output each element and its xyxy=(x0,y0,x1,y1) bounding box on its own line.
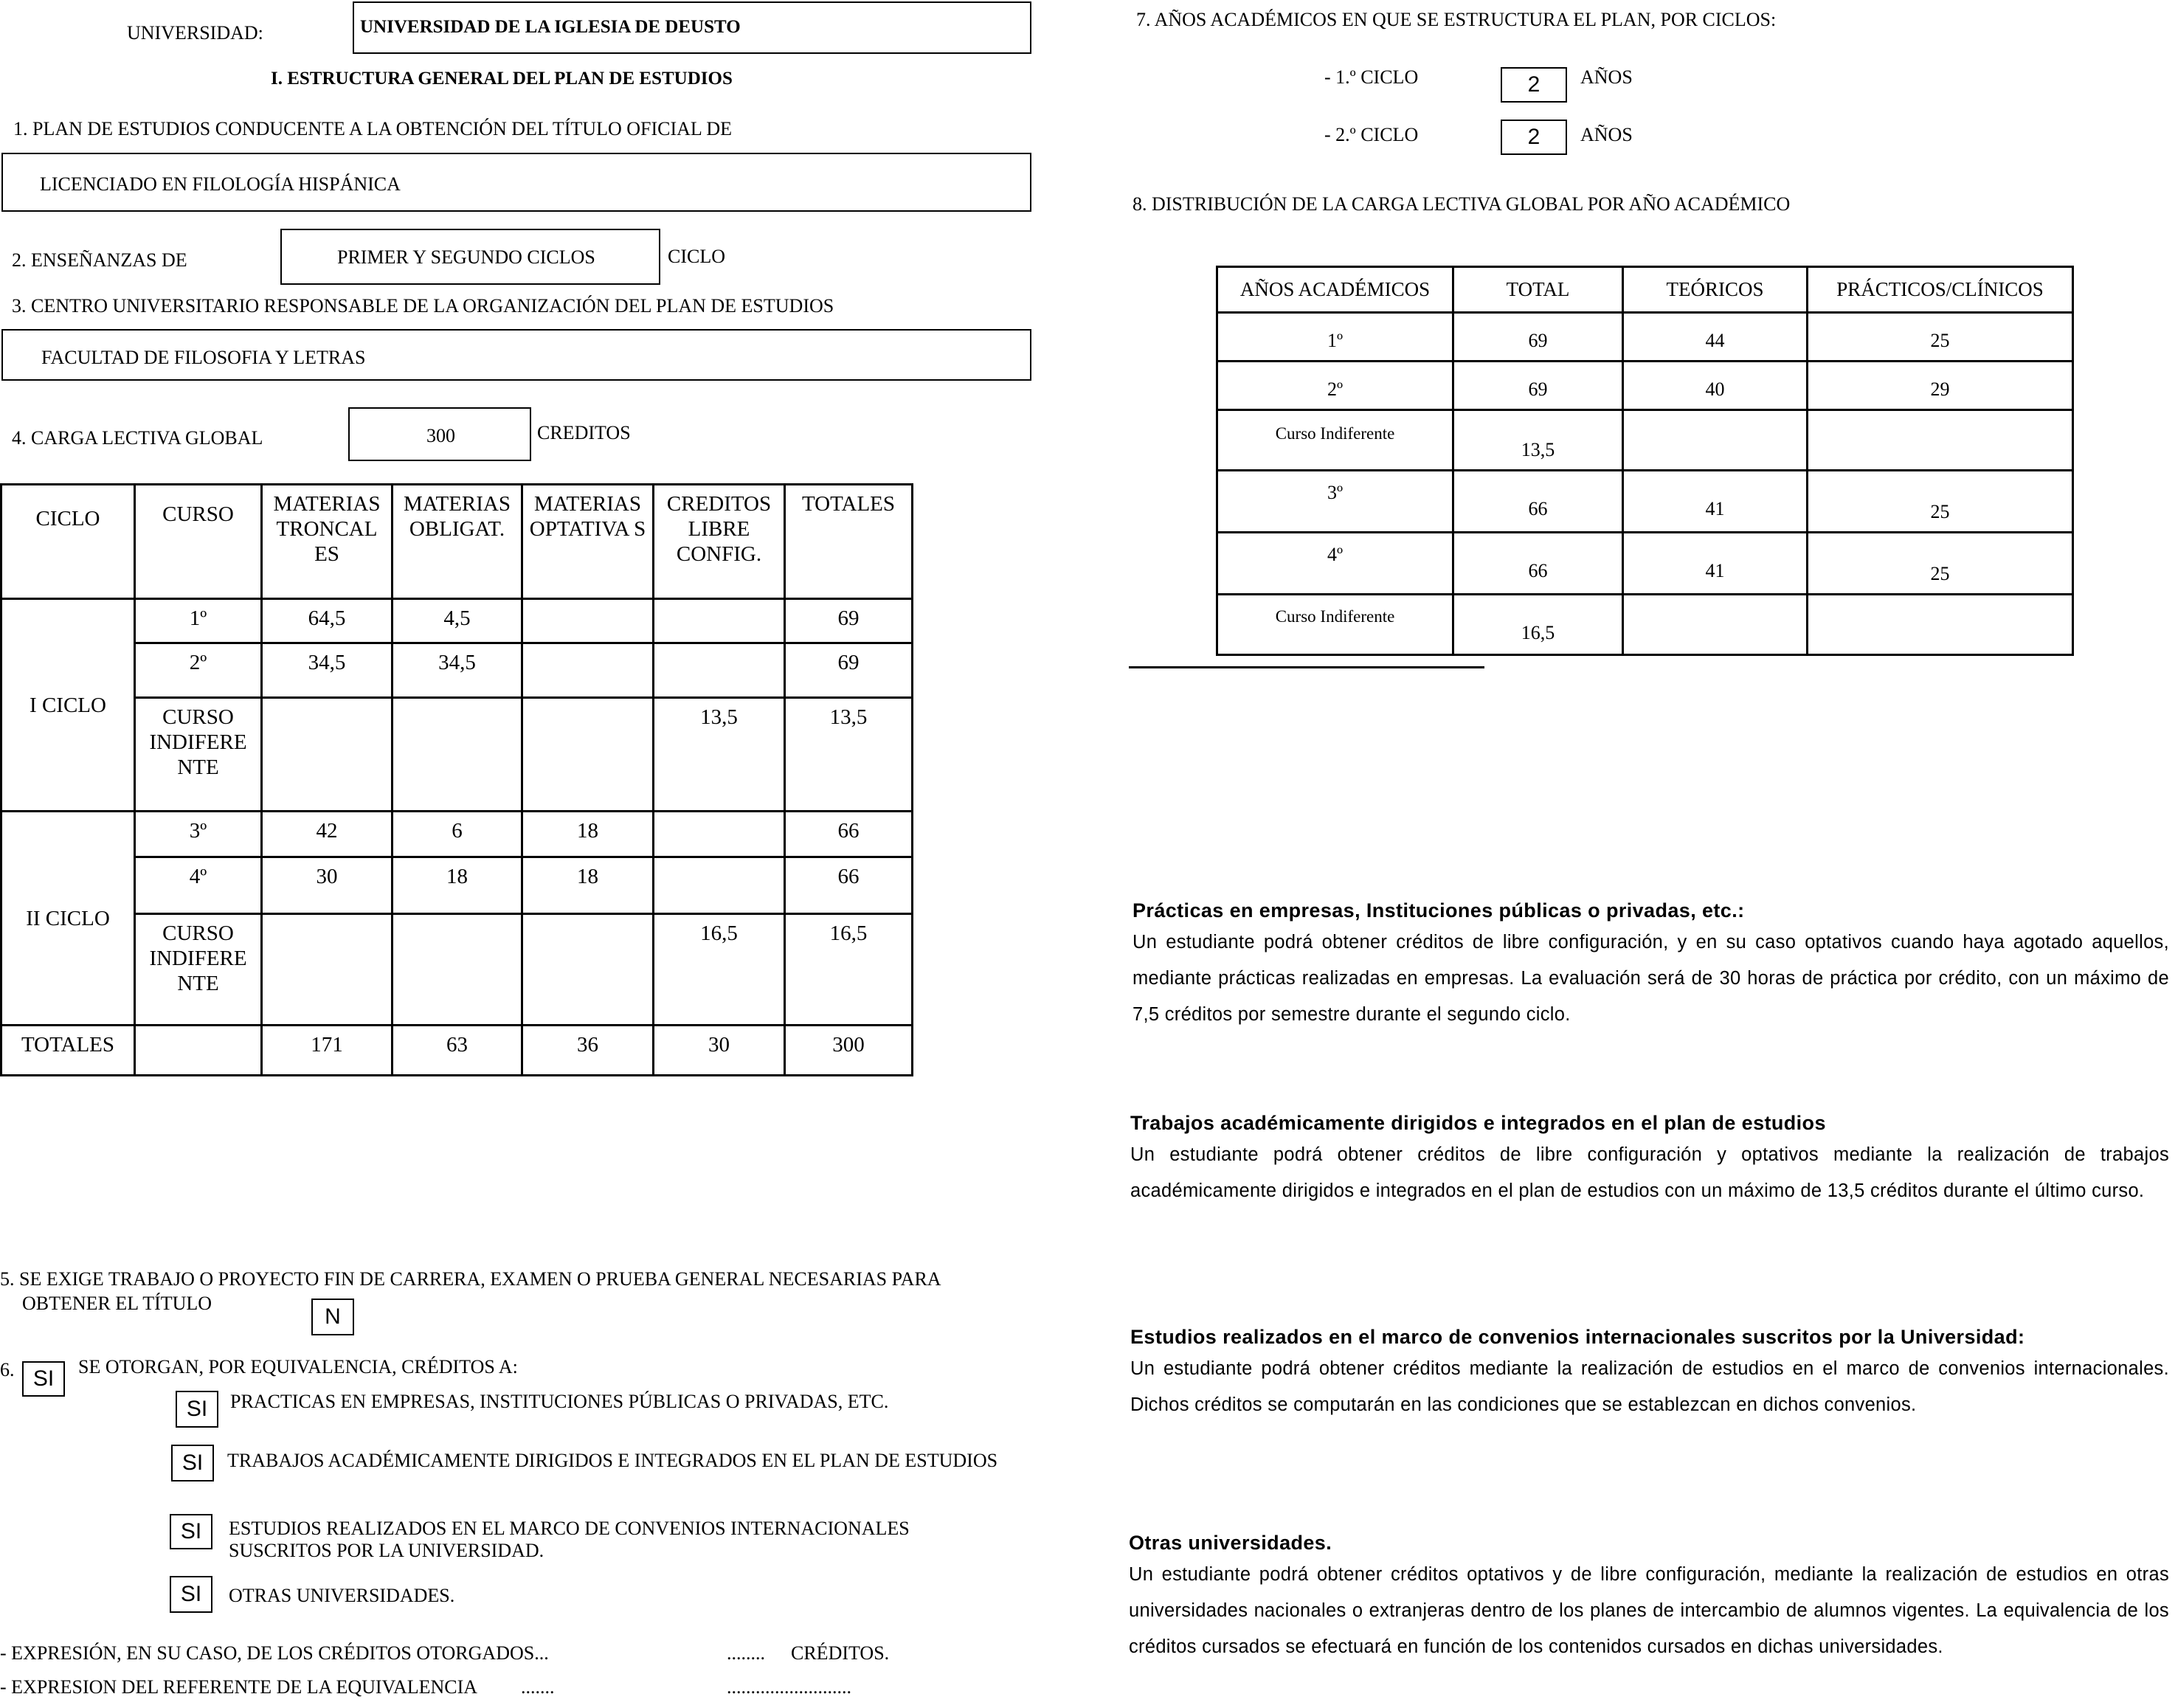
table-cell: 25 xyxy=(1808,533,2073,595)
note-title: Otras universidades. xyxy=(1129,1532,1332,1554)
table-cell: 40 xyxy=(1623,362,1808,410)
table-cell xyxy=(654,857,785,914)
table-cell xyxy=(393,914,522,1026)
table-cell: 63 xyxy=(393,1026,522,1076)
table-cell xyxy=(654,643,785,698)
item2-suffix: CICLO xyxy=(668,246,725,267)
note-text: Un estudiante podrá obtener créditos optativos y de libre configuración, mediante la realización de estudios en otras universidades nacionales o extranjeras dentro de los planes de intercambio de alumnos vigentes. La equivalencia de los créditos cursados se efectuará en función de los contenidos cursados en dichas universidades. xyxy=(1129,1564,2169,1657)
table-cell xyxy=(135,1026,262,1076)
expr2-dots: ....... xyxy=(521,1676,555,1698)
item2-box xyxy=(280,229,660,285)
table-cell: 2º xyxy=(135,643,262,698)
table-cell: Curso Indiferente xyxy=(1217,595,1453,655)
note-convenios xyxy=(1130,1323,2169,1423)
table-row xyxy=(1,599,913,643)
table-cell: 25 xyxy=(1808,471,2073,533)
item5-line1: 5. SE EXIGE TRABAJO O PROYECTO FIN DE CARRERA, EXAMEN O PRUEBA GENERAL NECESARIAS PARA xyxy=(0,1268,941,1290)
expr1-suffix: CRÉDITOS. xyxy=(791,1642,890,1664)
dist-header-anos: AÑOS ACADÉMICOS xyxy=(1217,267,1453,313)
table-cell: 30 xyxy=(654,1026,785,1076)
table-cell: 66 xyxy=(1453,471,1623,533)
table-cell xyxy=(654,599,785,643)
option-convenios-label-2: SUSCRITOS POR LA UNIVERSIDAD. xyxy=(229,1540,544,1561)
divider-line xyxy=(1129,666,1484,668)
table-cell xyxy=(522,599,654,643)
item1-value: LICENCIADO EN FILOLOGÍA HISPÁNICA xyxy=(40,173,401,195)
table-cell xyxy=(522,698,654,812)
table-row xyxy=(1,698,913,812)
table-cell: 18 xyxy=(522,857,654,914)
table-cell: 42 xyxy=(262,812,393,857)
table-row xyxy=(1217,362,2073,410)
note-text: Un estudiante podrá obtener créditos mediante la realización de estudios en el marco de convenios internacionales. Dichos créditos se computarán en las condiciones que se establezcan en dichos convenios. xyxy=(1130,1358,2169,1415)
table-row xyxy=(1217,595,2073,655)
dist-header-practicos: PRÁCTICOS/CLÍNICOS xyxy=(1808,267,2073,313)
table-cell: 6 xyxy=(393,812,522,857)
option-practicas-label: PRACTICAS EN EMPRESAS, INSTITUCIONES PÚBLICAS O PRIVADAS, ETC. xyxy=(230,1391,889,1412)
table-cell xyxy=(522,914,654,1026)
table-cell: 171 xyxy=(262,1026,393,1076)
credit-header-libre: CREDITOS LIBRE CONFIG. xyxy=(654,485,785,599)
table-cell: 64,5 xyxy=(262,599,393,643)
table-cell: 69 xyxy=(785,643,913,698)
table-cell: 3º xyxy=(135,812,262,857)
credit-header-obligat: MATERIAS OBLIGAT. xyxy=(393,485,522,599)
note-text: Un estudiante podrá obtener créditos de libre configuración, y en su caso optativos cuando haya agotado aquellos, mediante prácticas realizadas en empresas. La evaluación será de 30 horas de práctica por crédito, con un máximo de 7,5 créditos por semestre durante el segundo ciclo. xyxy=(1133,932,2169,1025)
table-cell: TOTALES xyxy=(1,1026,135,1076)
table-cell: 41 xyxy=(1623,471,1808,533)
table-cell: 69 xyxy=(1453,362,1623,410)
table-cell: 41 xyxy=(1623,533,1808,595)
table-cell: 69 xyxy=(785,599,913,643)
table-row xyxy=(1217,410,2073,471)
table-cell: 36 xyxy=(522,1026,654,1076)
item1-box xyxy=(1,153,1031,212)
note-practicas xyxy=(1133,896,2169,1033)
note-title: Prácticas en empresas, Instituciones públicas o privadas, etc.: xyxy=(1133,899,1745,922)
section-title: I. ESTRUCTURA GENERAL DEL PLAN DE ESTUDIOS xyxy=(271,69,733,89)
table-cell: 18 xyxy=(393,857,522,914)
item4-label: 4. CARGA LECTIVA GLOBAL xyxy=(12,427,263,449)
note-trabajos xyxy=(1130,1109,2169,1209)
universidad-box xyxy=(353,1,1031,54)
option-otras-label: OTRAS UNIVERSIDADES. xyxy=(229,1585,455,1606)
item7-ciclo1-label: - 1.º CICLO xyxy=(1324,66,1419,88)
table-cell xyxy=(1808,410,2073,471)
expr2-label: - EXPRESION DEL REFERENTE DE LA EQUIVALENCIA xyxy=(0,1676,478,1698)
table-cell: 13,5 xyxy=(654,698,785,812)
item7-ciclo2-value[interactable]: 2 xyxy=(1501,120,1567,155)
table-row xyxy=(1,914,913,1026)
credit-ciclo1: I CICLO xyxy=(1,599,135,812)
dist-header-teoricos: TEÓRICOS xyxy=(1623,267,1808,313)
table-cell: 66 xyxy=(785,812,913,857)
note-title: Estudios realizados en el marco de convenios internacionales suscritos por la Universidad: xyxy=(1130,1326,2025,1348)
table-cell: CURSO INDIFERE NTE xyxy=(135,914,262,1026)
table-row xyxy=(1217,313,2073,362)
item7-label: 7. AÑOS ACADÉMICOS EN QUE SE ESTRUCTURA EL PLAN, POR CICLOS: xyxy=(1136,9,1777,30)
item1-label: 1. PLAN DE ESTUDIOS CONDUCENTE A LA OBTENCIÓN DEL TÍTULO OFICIAL DE xyxy=(13,118,732,139)
table-cell: 16,5 xyxy=(654,914,785,1026)
table-cell: 34,5 xyxy=(262,643,393,698)
item2-label: 2. ENSEÑANZAS DE xyxy=(12,249,187,271)
table-cell: 16,5 xyxy=(785,914,913,1026)
table-cell: 29 xyxy=(1808,362,2073,410)
option-trabajos-checkbox[interactable]: SI xyxy=(171,1445,214,1481)
option-convenios-checkbox[interactable]: SI xyxy=(170,1514,212,1549)
item7-ciclo1-unit: AÑOS xyxy=(1580,66,1633,88)
credit-header-ciclo: CICLO xyxy=(1,485,135,599)
table-row xyxy=(1,857,913,914)
item3-label: 3. CENTRO UNIVERSITARIO RESPONSABLE DE LA ORGANIZACIÓN DEL PLAN DE ESTUDIOS xyxy=(12,295,834,317)
table-cell: 25 xyxy=(1808,313,2073,362)
item3-value: FACULTAD DE FILOSOFIA Y LETRAS xyxy=(41,347,366,368)
table-cell: 4º xyxy=(135,857,262,914)
table-cell: Curso Indiferente xyxy=(1217,410,1453,471)
credit-header-totales: TOTALES xyxy=(785,485,913,599)
item8-label: 8. DISTRIBUCIÓN DE LA CARGA LECTIVA GLOBAL POR AÑO ACADÉMICO xyxy=(1133,193,1791,215)
distribution-header-row xyxy=(1217,267,2073,313)
table-cell: 300 xyxy=(785,1026,913,1076)
table-cell xyxy=(1623,595,1808,655)
item6-checkbox[interactable]: SI xyxy=(22,1361,65,1397)
item7-ciclo1-value[interactable]: 2 xyxy=(1501,67,1567,103)
item4-value: 300 xyxy=(426,425,455,446)
option-trabajos-label: TRABAJOS ACADÉMICAMENTE DIRIGIDOS E INTEGRADOS EN EL PLAN DE ESTUDIOS xyxy=(227,1450,998,1471)
table-cell xyxy=(1808,595,2073,655)
table-cell: CURSO INDIFERE NTE xyxy=(135,698,262,812)
table-cell: 66 xyxy=(1453,533,1623,595)
option-otras-checkbox[interactable]: SI xyxy=(170,1576,212,1613)
table-cell: 13,5 xyxy=(785,698,913,812)
note-title: Trabajos académicamente dirigidos e integrados en el plan de estudios xyxy=(1130,1112,1826,1134)
credit-table-header-row xyxy=(1,485,913,599)
table-row xyxy=(1,812,913,857)
credit-header-optativas: MATERIAS OPTATIVA S xyxy=(522,485,654,599)
item3-box xyxy=(1,329,1031,381)
table-cell: 69 xyxy=(1453,313,1623,362)
table-cell: 1º xyxy=(135,599,262,643)
expr2-dots-2: .......................... xyxy=(727,1676,851,1698)
table-cell: 2º xyxy=(1217,362,1453,410)
item2-value: PRIMER Y SEGUNDO CICLOS xyxy=(337,246,595,268)
table-row xyxy=(1217,533,2073,595)
table-cell: 4,5 xyxy=(393,599,522,643)
item4-suffix: CREDITOS xyxy=(537,422,631,443)
option-practicas-checkbox[interactable]: SI xyxy=(176,1391,218,1428)
credit-header-troncales: MATERIAS TRONCAL ES xyxy=(262,485,393,599)
table-cell: 1º xyxy=(1217,313,1453,362)
table-cell: 18 xyxy=(522,812,654,857)
universidad-value: UNIVERSIDAD DE LA IGLESIA DE DEUSTO xyxy=(360,17,741,37)
distribution-table xyxy=(1216,266,2074,656)
table-cell: 3º xyxy=(1217,471,1453,533)
credit-header-curso: CURSO xyxy=(135,485,262,599)
table-cell: 34,5 xyxy=(393,643,522,698)
table-cell xyxy=(262,698,393,812)
item4-box xyxy=(348,407,531,461)
table-row xyxy=(1217,471,2073,533)
credit-totals-row xyxy=(1,1026,913,1076)
expr1-label: - EXPRESIÓN, EN SU CASO, DE LOS CRÉDITOS OTORGADOS... xyxy=(0,1642,549,1664)
table-cell: 4º xyxy=(1217,533,1453,595)
table-cell xyxy=(393,698,522,812)
table-cell: 44 xyxy=(1623,313,1808,362)
table-cell: 66 xyxy=(785,857,913,914)
table-cell xyxy=(654,812,785,857)
expr1-dots: ........ xyxy=(727,1642,765,1664)
item6-number: 6. xyxy=(0,1359,15,1380)
item7-ciclo2-unit: AÑOS xyxy=(1580,124,1633,145)
item7-ciclo2-label: - 2.º CICLO xyxy=(1324,124,1419,145)
table-cell: 16,5 xyxy=(1453,595,1623,655)
credit-table xyxy=(0,483,913,1076)
option-convenios-label: ESTUDIOS REALIZADOS EN EL MARCO DE CONVENIOS INTERNACIONALES xyxy=(229,1518,910,1539)
item5-line2: OBTENER EL TÍTULO xyxy=(22,1293,212,1314)
note-text: Un estudiante podrá obtener créditos de libre configuración y optativos mediante la realización de trabajos académicamente dirigidos e integrados en el plan de estudios con un máximo de 13,5 créditos durante el último curso. xyxy=(1130,1144,2169,1201)
item5-checkbox[interactable]: N xyxy=(311,1299,354,1335)
table-cell xyxy=(522,643,654,698)
table-cell: 30 xyxy=(262,857,393,914)
table-row xyxy=(1,643,913,698)
table-cell: 13,5 xyxy=(1453,410,1623,471)
table-cell xyxy=(262,914,393,1026)
table-cell xyxy=(1623,410,1808,471)
note-otras xyxy=(1129,1529,2169,1665)
item6-label: SE OTORGAN, POR EQUIVALENCIA, CRÉDITOS A: xyxy=(78,1356,518,1377)
dist-header-total: TOTAL xyxy=(1453,267,1623,313)
universidad-label: UNIVERSIDAD: xyxy=(127,22,263,44)
credit-ciclo2: II CICLO xyxy=(1,812,135,1026)
